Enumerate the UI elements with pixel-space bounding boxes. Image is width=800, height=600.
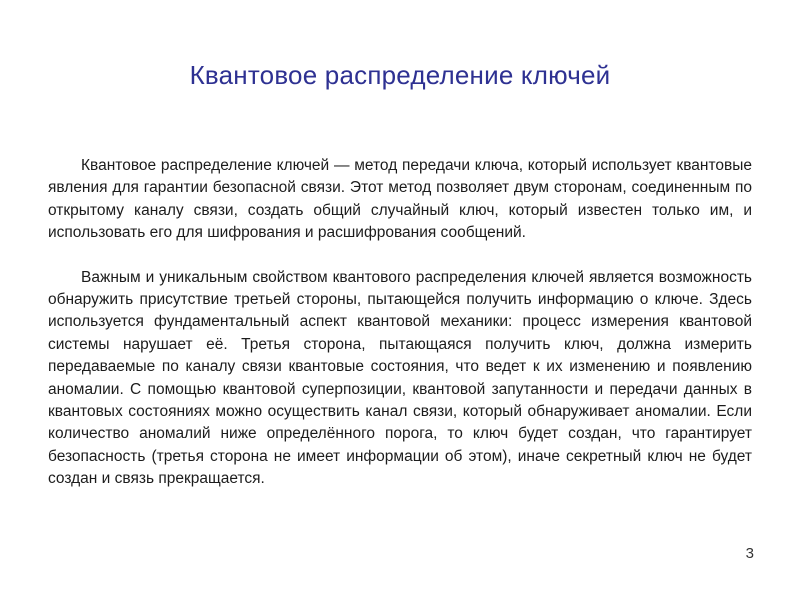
slide-title: Квантовое распределение ключей (189, 60, 611, 90)
slide-body (48, 155, 752, 491)
paragraph-qkd-eavesdropping: Важным и уникальным свойством квантового распределения ключей является возможность обнаружить присутствие третьей стороны, пытающейся получить информацию о ключе. Здесь используется фундаментальный аспект квантовой механики: процесс измерения квантовой системы нарушает её. Третья сторона, пытающаяся получить ключ, должна измерить передаваемые по каналу связи квантовые состояния, что ведет к их изменению и появлению аномалии. С помощью квантовой суперпозиции, квантовой запутанности и передачи данных в квантовых состояниях можно осуществить канал связи, который обнаруживает аномалии. Если количество аномалий ниже определённого порога, то ключ будет создан, что гарантирует безопасность (третья сторона не имеет информации об этом), иначе секретный ключ не будет создан и связь прекращается. (48, 268, 752, 488)
page-number: 3 (745, 545, 754, 562)
paragraph-qkd-definition: Квантовое распределение ключей — метод передачи ключа, который использует квантовые явления для гарантии безопасной связи. Этот метод позволяет двум сторонам, соединенным по открытому каналу связи, создать общий случайный ключ, который известен только им, и использовать его для шифрования и расшифрования сообщений. (48, 157, 752, 242)
